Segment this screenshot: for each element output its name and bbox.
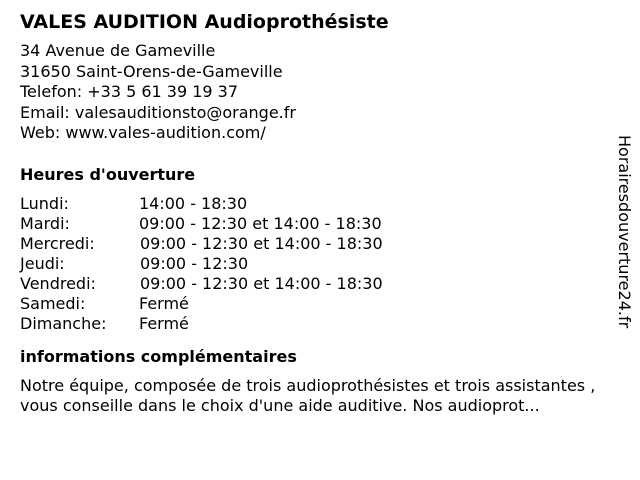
hours-day: Jeudi: — [20, 253, 65, 273]
hours-time: Fermé — [139, 293, 189, 313]
hours-day: Samedi: — [20, 293, 86, 313]
phone-line: Telefon: +33 5 61 39 19 37 — [20, 82, 239, 101]
hours-day: Lundi: — [20, 193, 69, 213]
opening-hours-heading: Heures d'ouverture — [20, 164, 196, 184]
hours-row-monday — [20, 194, 620, 214]
web-line: Web: www.vales-audition.com/ — [20, 123, 266, 142]
business-title: VALES AUDITION Audioprothésiste — [20, 11, 389, 33]
additional-info-text: Notre équipe, composée de trois audioprothésistes et trois assistantes , vous conseille dans le choix d'une aide auditive. Nos audioprot... — [20, 375, 596, 415]
email-line: Email: valesauditionsto@orange.fr — [20, 102, 296, 122]
hours-time: 09:00 - 12:30 et 14:00 - 18:30 — [140, 233, 383, 253]
site-brand-vertical: Horairesdouverture24.fr — [615, 135, 634, 329]
hours-time: 09:00 - 12:30 — [140, 253, 249, 273]
hours-day: Mercredi: — [20, 233, 95, 253]
address-street: 34 Avenue de Gameville — [20, 41, 216, 60]
hours-day: Vendredi: — [20, 273, 96, 293]
hours-row-saturday — [20, 294, 620, 314]
hours-row-friday — [20, 274, 620, 294]
hours-row-tuesday — [20, 214, 620, 234]
hours-time: 09:00 - 12:30 et 14:00 - 18:30 — [139, 213, 382, 233]
hours-day: Mardi: — [20, 213, 70, 233]
hours-row-thursday — [20, 254, 620, 274]
hours-row-sunday — [20, 314, 620, 334]
hours-time: 09:00 - 12:30 et 14:00 - 18:30 — [140, 273, 383, 293]
hours-time: Fermé — [139, 313, 189, 333]
additional-info-heading: informations complémentaires — [20, 346, 297, 366]
address-city: 31650 Saint-Orens-de-Gameville — [20, 61, 283, 81]
contact-block — [20, 41, 620, 144]
hours-day: Dimanche: — [20, 313, 107, 333]
hours-time: 14:00 - 18:30 — [139, 193, 248, 213]
opening-hours-table — [20, 194, 620, 334]
business-card — [20, 10, 620, 416]
hours-row-wednesday — [20, 234, 620, 254]
